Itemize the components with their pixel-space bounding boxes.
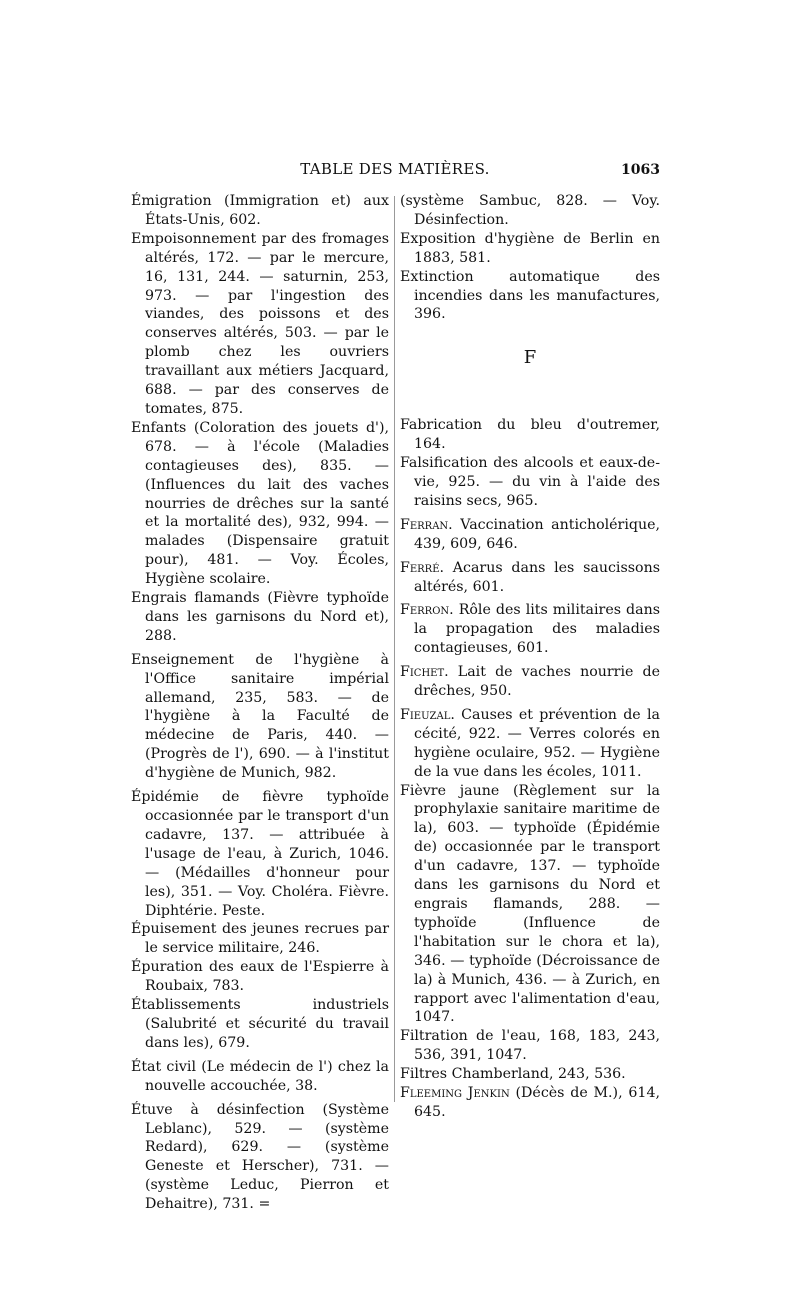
index-entry: Épuration des eaux de l'Espierre à Roubaix, 783. — [131, 959, 389, 995]
index-entry: Falsification des alcools et eaux-de-vie, 925. — du vin à l'aide des raisins secs, 965. — [400, 455, 660, 509]
column-divider — [394, 196, 395, 1102]
index-entry: Enseignement de l'hygiène à l'Office sanitaire impérial allemand, 235, 583. — de l'hygiène à la Faculté de médecine de Paris, 440. — (Progrès de l'), 690. — à l'institut d'hygiène de Munich, 982. — [131, 651, 389, 782]
index-entry: Ferran. Vaccination anticholérique, 439, 609, 646. — [400, 516, 660, 552]
section-letter: F — [523, 347, 537, 369]
index-entry: Fleeming Jenkin (Décès de M.), 614, 645. — [400, 1085, 660, 1120]
running-title: TABLE DES MATIÈRES. — [300, 160, 490, 178]
index-entry: Ferré. Acarus dans les saucissons altérés, 601. — [400, 559, 660, 595]
index-entry: Fieuzal. Causes et prévention de la cécité, 922. — Verres colorés en hygiène oculaire, 952. — Hygiène de la vue dans les écoles, 1011. — [400, 706, 660, 780]
index-entry: Fabrication du bleu d'outremer, 164. — [400, 417, 660, 453]
index-entry: Épidémie de fièvre typhoïde occasionnée par le transport d'un cadavre, 137. — attribuée à l'usage de l'eau, à Zurich, 1046. — (Médailles d'honneur pour les), 351. — Voy. Choléra. Fièvre. Diphtérie. Peste. — [131, 789, 389, 919]
index-entry: État civil (Le médecin de l') chez la nouvelle accouchée, 38. — [131, 1058, 389, 1094]
index-entry: Fièvre jaune (Règlement sur la prophylaxie sanitaire maritime de la), 603. — typhoïde (Épidémie de) occasionnée par le transport d'un cadavre, 137. — typhoïde dans les garnisons du Nord et engrais flamands, 288. — typhoïde (Influence de l'habitation sur le chora et la), 346. — typhoïde (Décroissance de la) à Munich, 436. — à Zurich, en rapport avec l'alimentation d'eau, 1047. — [400, 782, 660, 1026]
index-entry: (système Sambuc, 828. — Voy. Désinfection. — [400, 193, 660, 228]
index-entry: Filtres Chamberland, 243, 536. — [400, 1066, 626, 1083]
page-header — [130, 160, 660, 184]
index-entry: Épuisement des jeunes recrues par le service militaire, 246. — [131, 921, 389, 957]
index-entry: Fichet. Lait de vaches nourrie de drêches, 950. — [400, 664, 660, 700]
index-entry: Exposition d'hygiène de Berlin en 1883, 581. — [400, 230, 660, 266]
page-number: 1063 — [621, 162, 660, 178]
index-entry: Établissements industriels (Salubrité et sécurité du travail dans les), 679. — [131, 997, 389, 1051]
right-column — [400, 192, 660, 1122]
index-entry: Empoisonnement par des fromages altérés, 172. — par le mercure, 16, 131, 244. — saturnin, 253, 973. — par l'ingestion des viandes, des poissons et des conserves altérés, 503. — par le plomb chez les ouvriers travaillant aux métiers Jacquard, 688. — par des conserves de tomates, 875. — [131, 230, 389, 417]
index-entry: Ferron. Rôle des lits militaires dans la propagation des maladies contagieuses, 601. — [400, 602, 660, 657]
index-entry: Émigration (Immigration et) aux États-Unis, 602. — [131, 193, 389, 228]
index-entry: Enfants (Coloration des jouets d'), 678. — à l'école (Maladies contagieuses des), 835. — (Influences du lait des vaches nourries de drêches sur la santé et la mortalité des), 932, 994. — malades (Dispensaire gratuit pour), 481. — Voy. Écoles, Hygiène scolaire. — [131, 419, 389, 588]
index-entry: Étuve à désinfection (Système Leblanc), 529. — (système Redard), 629. — (système Geneste et Herscher), 731. — (système Leduc, Pierron et Dehaitre), 731. = — [131, 1101, 389, 1213]
index-entry: Filtration de l'eau, 168, 183, 243, 536, 391, 1047. — [400, 1028, 660, 1064]
index-entry: Engrais flamands (Fièvre typhoïde dans les garnisons du Nord et), 288. — [131, 590, 389, 644]
index-entry: Extinction automatique des incendies dans les manufactures, 396. — [400, 268, 660, 323]
left-column — [131, 192, 389, 1214]
